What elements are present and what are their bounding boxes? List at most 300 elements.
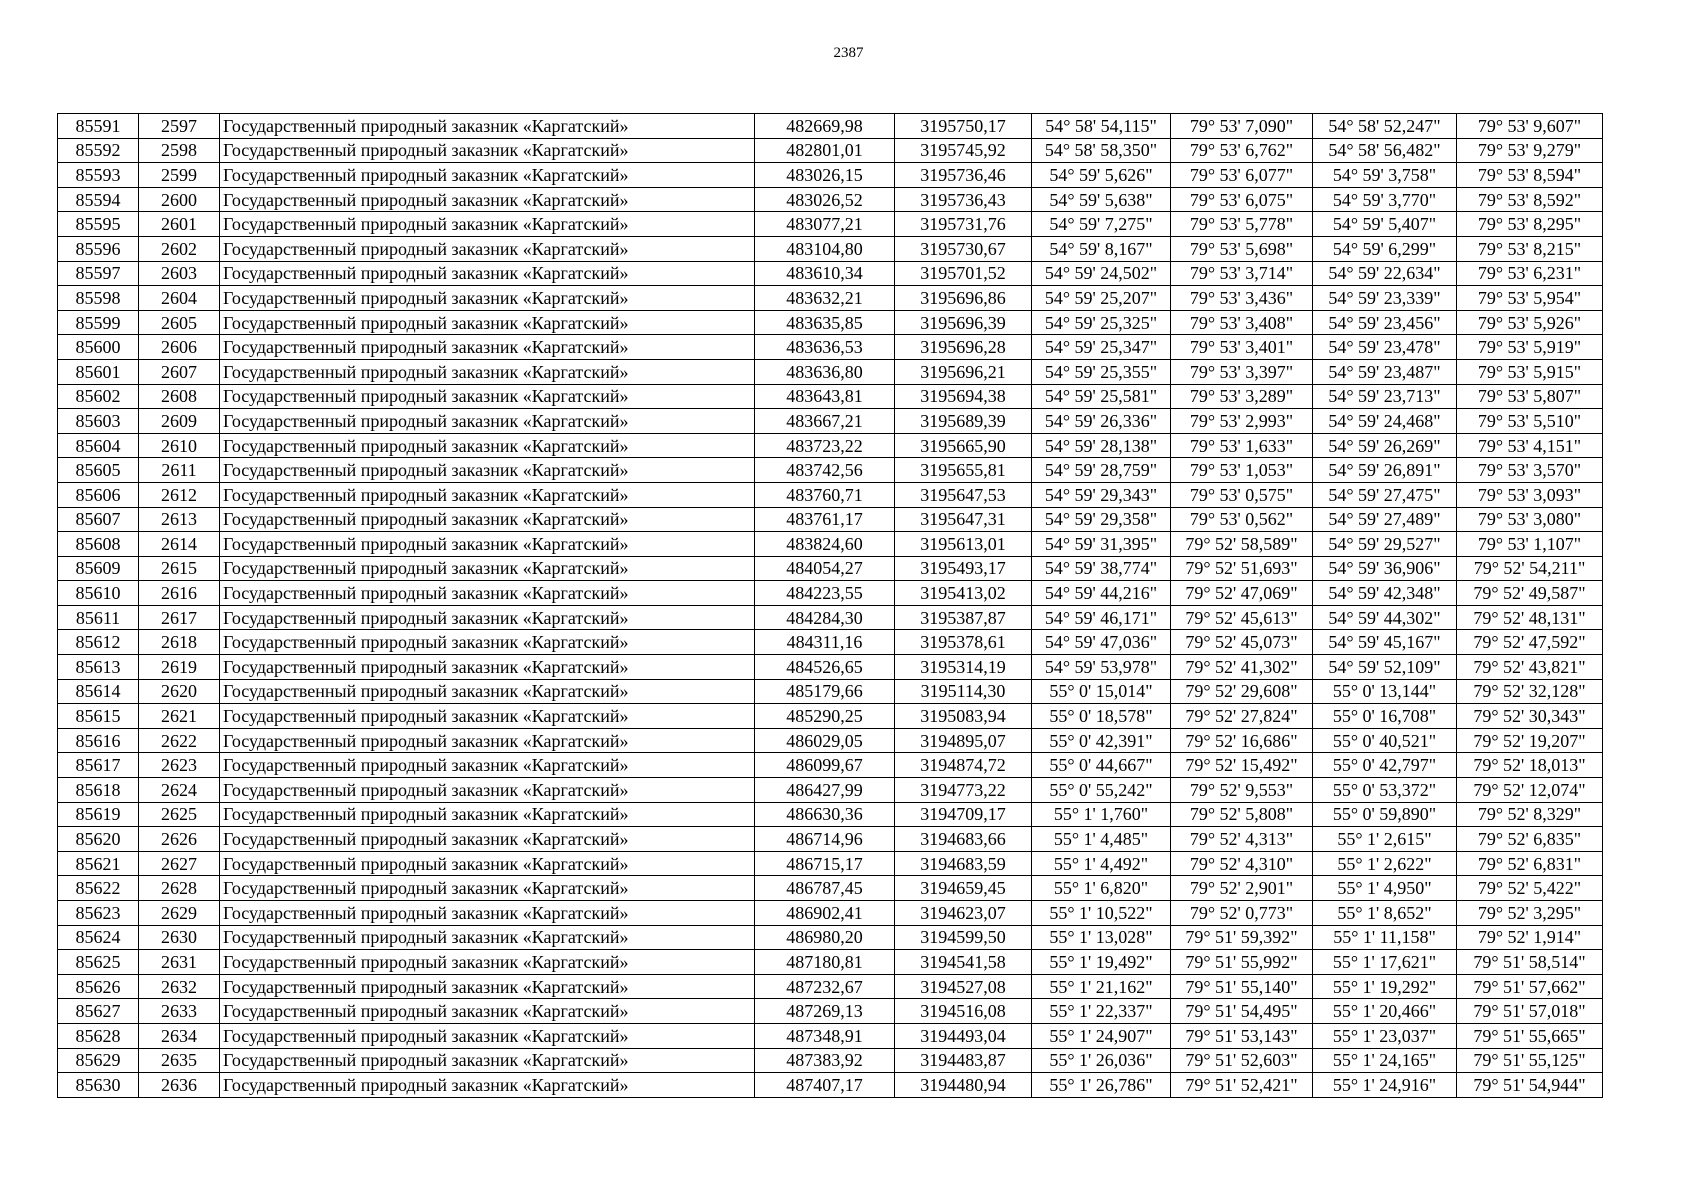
y-coordinate-cell: 3195647,31 [895,507,1032,532]
latitude-1-cell: 55° 1' 13,028" [1032,925,1171,950]
latitude-2-cell: 54° 59' 22,634" [1313,261,1457,286]
longitude-2-cell: 79° 53' 9,279" [1457,138,1603,163]
latitude-2-cell: 55° 1' 8,652" [1313,901,1457,926]
point-number-cell: 2609 [139,409,220,434]
latitude-1-cell: 54° 59' 29,343" [1032,482,1171,507]
row-number-cell: 85607 [58,507,139,532]
table-row [58,679,1603,704]
longitude-1-cell: 79° 53' 5,698" [1171,236,1313,261]
latitude-1-cell: 54° 59' 46,171" [1032,605,1171,630]
territory-name-cell: Государственный природный заказник «Каргатский» [220,778,755,803]
longitude-2-cell: 79° 52' 8,329" [1457,802,1603,827]
y-coordinate-cell: 3195750,17 [895,114,1032,139]
row-number-cell: 85608 [58,532,139,557]
table-row [58,1073,1603,1098]
x-coordinate-cell: 487348,91 [755,1023,895,1048]
territory-name-cell: Государственный природный заказник «Каргатский» [220,925,755,950]
latitude-2-cell: 54° 59' 5,407" [1313,212,1457,237]
point-number-cell: 2635 [139,1048,220,1073]
y-coordinate-cell: 3195689,39 [895,409,1032,434]
y-coordinate-cell: 3195694,38 [895,384,1032,409]
y-coordinate-cell: 3195701,52 [895,261,1032,286]
longitude-1-cell: 79° 52' 47,069" [1171,581,1313,606]
row-number-cell: 85623 [58,901,139,926]
latitude-1-cell: 54° 58' 58,350" [1032,138,1171,163]
longitude-2-cell: 79° 53' 8,295" [1457,212,1603,237]
longitude-2-cell: 79° 52' 6,831" [1457,851,1603,876]
x-coordinate-cell: 487180,81 [755,950,895,975]
row-number-cell: 85629 [58,1048,139,1073]
table-row [58,827,1603,852]
territory-name-cell: Государственный природный заказник «Каргатский» [220,556,755,581]
row-number-cell: 85602 [58,384,139,409]
latitude-1-cell: 54° 59' 7,275" [1032,212,1171,237]
x-coordinate-cell: 483667,21 [755,409,895,434]
longitude-2-cell: 79° 52' 30,343" [1457,704,1603,729]
longitude-1-cell: 79° 53' 1,633" [1171,433,1313,458]
table-row [58,138,1603,163]
row-number-cell: 85606 [58,482,139,507]
territory-name-cell: Государственный природный заказник «Каргатский» [220,728,755,753]
y-coordinate-cell: 3194623,07 [895,901,1032,926]
latitude-2-cell: 54° 58' 56,482" [1313,138,1457,163]
latitude-2-cell: 54° 59' 27,489" [1313,507,1457,532]
point-number-cell: 2630 [139,925,220,950]
longitude-2-cell: 79° 53' 5,926" [1457,310,1603,335]
point-number-cell: 2634 [139,1023,220,1048]
table-row [58,433,1603,458]
table-row [58,605,1603,630]
row-number-cell: 85622 [58,876,139,901]
y-coordinate-cell: 3194527,08 [895,974,1032,999]
latitude-1-cell: 54° 59' 25,207" [1032,286,1171,311]
point-number-cell: 2618 [139,630,220,655]
y-coordinate-cell: 3195493,17 [895,556,1032,581]
longitude-2-cell: 79° 52' 32,128" [1457,679,1603,704]
x-coordinate-cell: 487232,67 [755,974,895,999]
longitude-1-cell: 79° 51' 59,392" [1171,925,1313,950]
point-number-cell: 2616 [139,581,220,606]
x-coordinate-cell: 484311,16 [755,630,895,655]
longitude-2-cell: 79° 53' 3,093" [1457,482,1603,507]
territory-name-cell: Государственный природный заказник «Каргатский» [220,138,755,163]
territory-name-cell: Государственный природный заказник «Каргатский» [220,384,755,409]
x-coordinate-cell: 486714,96 [755,827,895,852]
longitude-2-cell: 79° 53' 5,919" [1457,335,1603,360]
longitude-2-cell: 79° 53' 8,592" [1457,187,1603,212]
territory-name-cell: Государственный природный заказник «Каргатский» [220,507,755,532]
y-coordinate-cell: 3195387,87 [895,605,1032,630]
point-number-cell: 2603 [139,261,220,286]
x-coordinate-cell: 482801,01 [755,138,895,163]
table-row [58,187,1603,212]
row-number-cell: 85614 [58,679,139,704]
x-coordinate-cell: 483026,52 [755,187,895,212]
territory-name-cell: Государственный природный заказник «Каргатский» [220,458,755,483]
territory-name-cell: Государственный природный заказник «Каргатский» [220,876,755,901]
latitude-2-cell: 54° 59' 23,487" [1313,359,1457,384]
y-coordinate-cell: 3195665,90 [895,433,1032,458]
point-number-cell: 2597 [139,114,220,139]
longitude-2-cell: 79° 51' 58,514" [1457,950,1603,975]
longitude-2-cell: 79° 52' 43,821" [1457,655,1603,680]
x-coordinate-cell: 483077,21 [755,212,895,237]
longitude-1-cell: 79° 53' 6,762" [1171,138,1313,163]
y-coordinate-cell: 3195736,46 [895,163,1032,188]
latitude-1-cell: 54° 59' 25,325" [1032,310,1171,335]
latitude-1-cell: 54° 59' 25,581" [1032,384,1171,409]
table-row [58,974,1603,999]
x-coordinate-cell: 486715,17 [755,851,895,876]
table-row [58,630,1603,655]
territory-name-cell: Государственный природный заказник «Каргатский» [220,851,755,876]
territory-name-cell: Государственный природный заказник «Каргатский» [220,187,755,212]
point-number-cell: 2612 [139,482,220,507]
row-number-cell: 85620 [58,827,139,852]
latitude-2-cell: 54° 59' 23,478" [1313,335,1457,360]
latitude-2-cell: 54° 59' 29,527" [1313,532,1457,557]
row-number-cell: 85628 [58,1023,139,1048]
row-number-cell: 85624 [58,925,139,950]
latitude-2-cell: 55° 1' 24,916" [1313,1073,1457,1098]
territory-name-cell: Государственный природный заказник «Каргатский» [220,679,755,704]
y-coordinate-cell: 3194516,08 [895,999,1032,1024]
longitude-1-cell: 79° 53' 0,562" [1171,507,1313,532]
y-coordinate-cell: 3195413,02 [895,581,1032,606]
x-coordinate-cell: 486427,99 [755,778,895,803]
x-coordinate-cell: 485290,25 [755,704,895,729]
longitude-1-cell: 79° 52' 51,693" [1171,556,1313,581]
latitude-1-cell: 54° 59' 28,138" [1032,433,1171,458]
longitude-1-cell: 79° 53' 3,436" [1171,286,1313,311]
row-number-cell: 85617 [58,753,139,778]
latitude-1-cell: 54° 59' 24,502" [1032,261,1171,286]
y-coordinate-cell: 3195613,01 [895,532,1032,557]
table-row [58,532,1603,557]
territory-name-cell: Государственный природный заказник «Каргатский» [220,1023,755,1048]
point-number-cell: 2620 [139,679,220,704]
territory-name-cell: Государственный природный заказник «Каргатский» [220,163,755,188]
latitude-1-cell: 54° 59' 5,626" [1032,163,1171,188]
longitude-1-cell: 79° 52' 0,773" [1171,901,1313,926]
table-row [58,655,1603,680]
latitude-1-cell: 54° 59' 38,774" [1032,556,1171,581]
x-coordinate-cell: 483026,15 [755,163,895,188]
longitude-2-cell: 79° 53' 6,231" [1457,261,1603,286]
latitude-2-cell: 54° 59' 6,299" [1313,236,1457,261]
longitude-1-cell: 79° 52' 5,808" [1171,802,1313,827]
longitude-1-cell: 79° 53' 3,401" [1171,335,1313,360]
row-number-cell: 85595 [58,212,139,237]
longitude-1-cell: 79° 53' 0,575" [1171,482,1313,507]
x-coordinate-cell: 482669,98 [755,114,895,139]
longitude-1-cell: 79° 51' 52,603" [1171,1048,1313,1073]
row-number-cell: 85600 [58,335,139,360]
x-coordinate-cell: 483610,34 [755,261,895,286]
x-coordinate-cell: 483824,60 [755,532,895,557]
territory-name-cell: Государственный природный заказник «Каргатский» [220,114,755,139]
table-row [58,163,1603,188]
x-coordinate-cell: 487269,13 [755,999,895,1024]
territory-name-cell: Государственный природный заказник «Каргатский» [220,261,755,286]
x-coordinate-cell: 484054,27 [755,556,895,581]
latitude-1-cell: 55° 1' 4,485" [1032,827,1171,852]
latitude-2-cell: 55° 1' 11,158" [1313,925,1457,950]
point-number-cell: 2623 [139,753,220,778]
longitude-1-cell: 79° 53' 2,993" [1171,409,1313,434]
territory-name-cell: Государственный природный заказник «Каргатский» [220,827,755,852]
row-number-cell: 85625 [58,950,139,975]
x-coordinate-cell: 486787,45 [755,876,895,901]
longitude-2-cell: 79° 51' 55,665" [1457,1023,1603,1048]
latitude-2-cell: 55° 1' 2,622" [1313,851,1457,876]
longitude-1-cell: 79° 52' 4,313" [1171,827,1313,852]
table-row [58,261,1603,286]
y-coordinate-cell: 3194659,45 [895,876,1032,901]
table-row [58,507,1603,532]
table-row [58,728,1603,753]
latitude-1-cell: 54° 59' 31,395" [1032,532,1171,557]
y-coordinate-cell: 3195114,30 [895,679,1032,704]
x-coordinate-cell: 483635,85 [755,310,895,335]
y-coordinate-cell: 3194541,58 [895,950,1032,975]
territory-name-cell: Государственный природный заказник «Каргатский» [220,359,755,384]
longitude-1-cell: 79° 51' 53,143" [1171,1023,1313,1048]
table-row [58,384,1603,409]
longitude-1-cell: 79° 52' 45,613" [1171,605,1313,630]
x-coordinate-cell: 483104,80 [755,236,895,261]
x-coordinate-cell: 483643,81 [755,384,895,409]
row-number-cell: 85603 [58,409,139,434]
latitude-1-cell: 54° 59' 8,167" [1032,236,1171,261]
latitude-2-cell: 55° 0' 40,521" [1313,728,1457,753]
y-coordinate-cell: 3194483,87 [895,1048,1032,1073]
y-coordinate-cell: 3195736,43 [895,187,1032,212]
table-row [58,335,1603,360]
latitude-1-cell: 54° 58' 54,115" [1032,114,1171,139]
latitude-1-cell: 55° 0' 42,391" [1032,728,1171,753]
row-number-cell: 85627 [58,999,139,1024]
point-number-cell: 2626 [139,827,220,852]
latitude-2-cell: 55° 1' 19,292" [1313,974,1457,999]
point-number-cell: 2613 [139,507,220,532]
longitude-2-cell: 79° 52' 5,422" [1457,876,1603,901]
y-coordinate-cell: 3194480,94 [895,1073,1032,1098]
row-number-cell: 85597 [58,261,139,286]
territory-name-cell: Государственный природный заказник «Каргатский» [220,630,755,655]
longitude-2-cell: 79° 51' 54,944" [1457,1073,1603,1098]
longitude-2-cell: 79° 53' 3,570" [1457,458,1603,483]
row-number-cell: 85609 [58,556,139,581]
longitude-2-cell: 79° 52' 48,131" [1457,605,1603,630]
longitude-1-cell: 79° 53' 6,077" [1171,163,1313,188]
y-coordinate-cell: 3195696,28 [895,335,1032,360]
row-number-cell: 85621 [58,851,139,876]
longitude-2-cell: 79° 53' 3,080" [1457,507,1603,532]
longitude-1-cell: 79° 51' 54,495" [1171,999,1313,1024]
latitude-2-cell: 54° 59' 24,468" [1313,409,1457,434]
point-number-cell: 2601 [139,212,220,237]
latitude-2-cell: 55° 0' 16,708" [1313,704,1457,729]
longitude-1-cell: 79° 53' 3,714" [1171,261,1313,286]
longitude-2-cell: 79° 52' 54,211" [1457,556,1603,581]
latitude-1-cell: 55° 0' 44,667" [1032,753,1171,778]
y-coordinate-cell: 3194683,59 [895,851,1032,876]
table-row [58,1023,1603,1048]
longitude-2-cell: 79° 52' 19,207" [1457,728,1603,753]
row-number-cell: 85626 [58,974,139,999]
table-row [58,753,1603,778]
latitude-1-cell: 55° 1' 6,820" [1032,876,1171,901]
latitude-1-cell: 55° 1' 19,492" [1032,950,1171,975]
x-coordinate-cell: 486099,67 [755,753,895,778]
longitude-2-cell: 79° 53' 5,807" [1457,384,1603,409]
row-number-cell: 85591 [58,114,139,139]
longitude-2-cell: 79° 52' 47,592" [1457,630,1603,655]
point-number-cell: 2627 [139,851,220,876]
table-body [58,114,1603,1098]
y-coordinate-cell: 3194895,07 [895,728,1032,753]
x-coordinate-cell: 484284,30 [755,605,895,630]
point-number-cell: 2633 [139,999,220,1024]
longitude-1-cell: 79° 52' 29,608" [1171,679,1313,704]
table-row [58,236,1603,261]
row-number-cell: 85618 [58,778,139,803]
longitude-2-cell: 79° 52' 6,835" [1457,827,1603,852]
longitude-2-cell: 79° 52' 49,587" [1457,581,1603,606]
point-number-cell: 2605 [139,310,220,335]
x-coordinate-cell: 484526,65 [755,655,895,680]
x-coordinate-cell: 484223,55 [755,581,895,606]
table-row [58,1048,1603,1073]
point-number-cell: 2602 [139,236,220,261]
latitude-2-cell: 54° 59' 44,302" [1313,605,1457,630]
territory-name-cell: Государственный природный заказник «Каргатский» [220,802,755,827]
longitude-1-cell: 79° 53' 6,075" [1171,187,1313,212]
longitude-1-cell: 79° 53' 3,408" [1171,310,1313,335]
latitude-2-cell: 54° 59' 23,339" [1313,286,1457,311]
table-row [58,802,1603,827]
y-coordinate-cell: 3195696,39 [895,310,1032,335]
latitude-1-cell: 55° 0' 55,242" [1032,778,1171,803]
row-number-cell: 85596 [58,236,139,261]
x-coordinate-cell: 483636,53 [755,335,895,360]
longitude-1-cell: 79° 52' 4,310" [1171,851,1313,876]
row-number-cell: 85599 [58,310,139,335]
point-number-cell: 2599 [139,163,220,188]
row-number-cell: 85616 [58,728,139,753]
y-coordinate-cell: 3194709,17 [895,802,1032,827]
latitude-2-cell: 54° 58' 52,247" [1313,114,1457,139]
latitude-1-cell: 54° 59' 47,036" [1032,630,1171,655]
latitude-1-cell: 55° 0' 15,014" [1032,679,1171,704]
y-coordinate-cell: 3195314,19 [895,655,1032,680]
table-row [58,409,1603,434]
latitude-2-cell: 55° 0' 53,372" [1313,778,1457,803]
point-number-cell: 2611 [139,458,220,483]
point-number-cell: 2606 [139,335,220,360]
longitude-2-cell: 79° 51' 57,662" [1457,974,1603,999]
point-number-cell: 2622 [139,728,220,753]
latitude-2-cell: 54° 59' 26,269" [1313,433,1457,458]
longitude-1-cell: 79° 53' 3,289" [1171,384,1313,409]
longitude-2-cell: 79° 51' 55,125" [1457,1048,1603,1073]
x-coordinate-cell: 483723,22 [755,433,895,458]
point-number-cell: 2636 [139,1073,220,1098]
point-number-cell: 2608 [139,384,220,409]
y-coordinate-cell: 3195731,76 [895,212,1032,237]
y-coordinate-cell: 3194773,22 [895,778,1032,803]
latitude-1-cell: 55° 1' 10,522" [1032,901,1171,926]
latitude-1-cell: 54° 59' 44,216" [1032,581,1171,606]
longitude-2-cell: 79° 53' 8,594" [1457,163,1603,188]
longitude-1-cell: 79° 53' 7,090" [1171,114,1313,139]
longitude-1-cell: 79° 53' 1,053" [1171,458,1313,483]
longitude-1-cell: 79° 52' 41,302" [1171,655,1313,680]
point-number-cell: 2632 [139,974,220,999]
latitude-1-cell: 54° 59' 29,358" [1032,507,1171,532]
y-coordinate-cell: 3194493,04 [895,1023,1032,1048]
territory-name-cell: Государственный природный заказник «Каргатский» [220,236,755,261]
latitude-2-cell: 54° 59' 52,109" [1313,655,1457,680]
point-number-cell: 2614 [139,532,220,557]
longitude-1-cell: 79° 52' 16,686" [1171,728,1313,753]
y-coordinate-cell: 3194599,50 [895,925,1032,950]
latitude-2-cell: 55° 1' 20,466" [1313,999,1457,1024]
latitude-2-cell: 54° 59' 45,167" [1313,630,1457,655]
point-number-cell: 2631 [139,950,220,975]
point-number-cell: 2619 [139,655,220,680]
y-coordinate-cell: 3195745,92 [895,138,1032,163]
territory-name-cell: Государственный природный заказник «Каргатский» [220,950,755,975]
longitude-1-cell: 79° 52' 45,073" [1171,630,1313,655]
territory-name-cell: Государственный природный заказник «Каргатский» [220,1073,755,1098]
territory-name-cell: Государственный природный заказник «Каргатский» [220,212,755,237]
latitude-2-cell: 54° 59' 3,758" [1313,163,1457,188]
latitude-1-cell: 54° 59' 25,347" [1032,335,1171,360]
longitude-1-cell: 79° 51' 55,140" [1171,974,1313,999]
row-number-cell: 85615 [58,704,139,729]
x-coordinate-cell: 486980,20 [755,925,895,950]
table-row [58,876,1603,901]
latitude-1-cell: 55° 1' 21,162" [1032,974,1171,999]
territory-name-cell: Государственный природный заказник «Каргатский» [220,409,755,434]
table-row [58,310,1603,335]
point-number-cell: 2629 [139,901,220,926]
latitude-2-cell: 55° 0' 13,144" [1313,679,1457,704]
longitude-2-cell: 79° 52' 12,074" [1457,778,1603,803]
row-number-cell: 85601 [58,359,139,384]
row-number-cell: 85630 [58,1073,139,1098]
coordinates-table [57,113,1603,1098]
territory-name-cell: Государственный природный заказник «Каргатский» [220,433,755,458]
latitude-2-cell: 54° 59' 27,475" [1313,482,1457,507]
territory-name-cell: Государственный природный заказник «Каргатский» [220,335,755,360]
territory-name-cell: Государственный природный заказник «Каргатский» [220,310,755,335]
territory-name-cell: Государственный природный заказник «Каргатский» [220,704,755,729]
y-coordinate-cell: 3194874,72 [895,753,1032,778]
latitude-1-cell: 54° 59' 5,638" [1032,187,1171,212]
x-coordinate-cell: 483632,21 [755,286,895,311]
row-number-cell: 85604 [58,433,139,458]
row-number-cell: 85593 [58,163,139,188]
x-coordinate-cell: 487407,17 [755,1073,895,1098]
y-coordinate-cell: 3194683,66 [895,827,1032,852]
table-row [58,704,1603,729]
latitude-2-cell: 55° 0' 42,797" [1313,753,1457,778]
latitude-1-cell: 55° 1' 24,907" [1032,1023,1171,1048]
latitude-2-cell: 55° 1' 23,037" [1313,1023,1457,1048]
